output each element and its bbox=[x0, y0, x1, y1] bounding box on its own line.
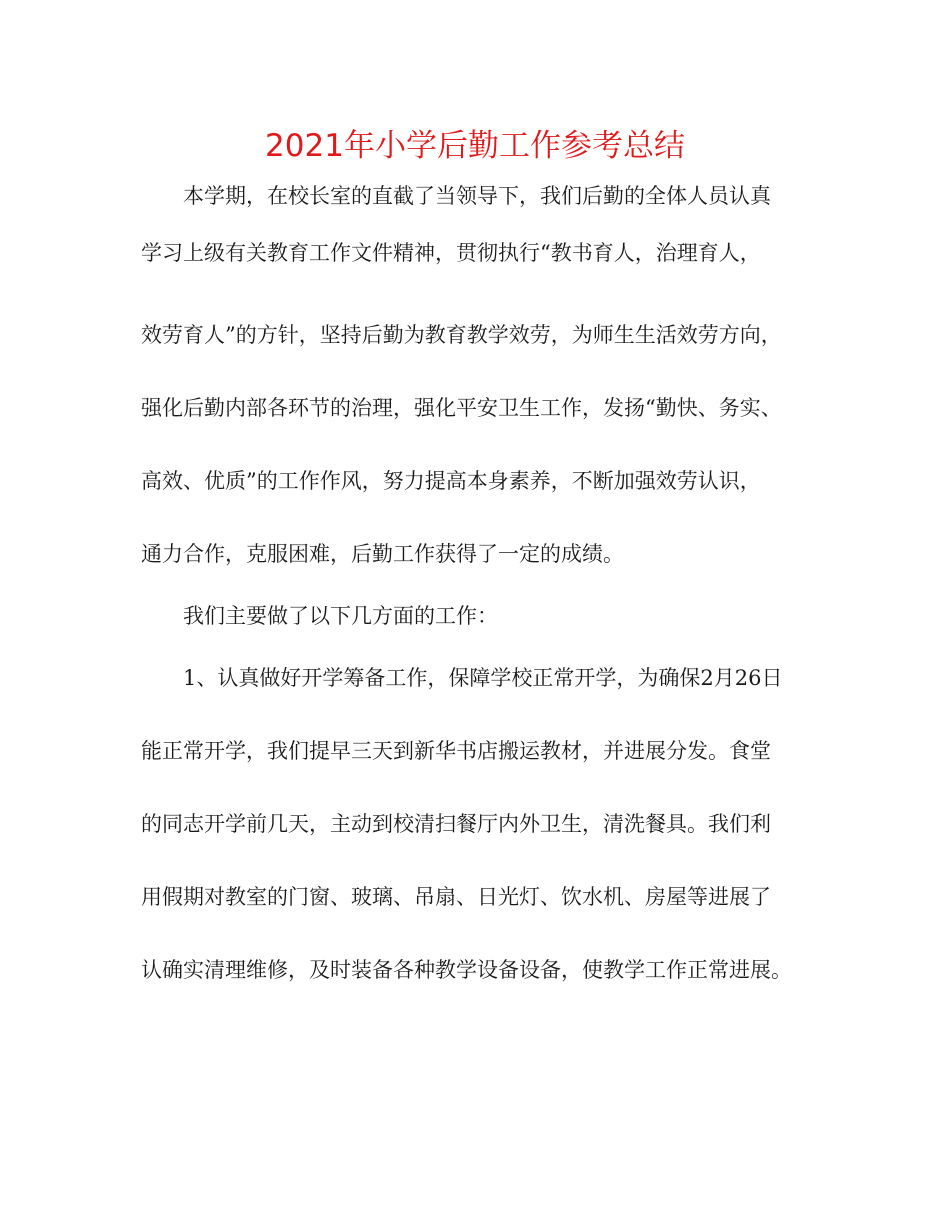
paragraph-line: 本学期，在校长室的直截了当领导下，我们后勤的全体人员认真 bbox=[183, 184, 771, 208]
paragraph-line: 的同志开学前几天，主动到校清扫餐厅内外卫生，清洗餐具。我们利 bbox=[141, 812, 771, 836]
paragraph-line: 高效、优质”的工作作风，努力提高本身素养，不断加强效劳认识， bbox=[141, 469, 761, 493]
paragraph-line: 1、认真做好开学筹备工作，保障学校正常开学，为确保2月26日 bbox=[183, 666, 783, 690]
paragraph-line: 学习上级有关教育工作文件精神，贯彻执行“教书育人，治理育人， bbox=[141, 241, 761, 265]
paragraph-line: 能正常开学，我们提早三天到新华书店搬运教材，并进展分发。食堂 bbox=[141, 739, 771, 763]
document-title: 2021年小学后勤工作参考总结 bbox=[265, 128, 685, 164]
paragraph-line: 效劳育人”的方针，坚持后勤为教育教学效劳，为师生生活效劳方向， bbox=[141, 323, 782, 347]
paragraph-line: 我们主要做了以下几方面的工作： bbox=[183, 604, 498, 628]
paragraph-line: 通力合作，克服困难，后勤工作获得了一定的成绩。 bbox=[141, 542, 624, 566]
paragraph-line: 认确实清理维修，及时装备各种教学设备设备，使教学工作正常进展。 bbox=[141, 958, 792, 982]
paragraph-line: 用假期对教室的门窗、玻璃、吊扇、日光灯、饮水机、房屋等进展了 bbox=[141, 885, 771, 909]
paragraph-line: 强化后勤内部各环节的治理，强化平安卫生工作，发扬“勤快、务实、 bbox=[141, 396, 782, 420]
